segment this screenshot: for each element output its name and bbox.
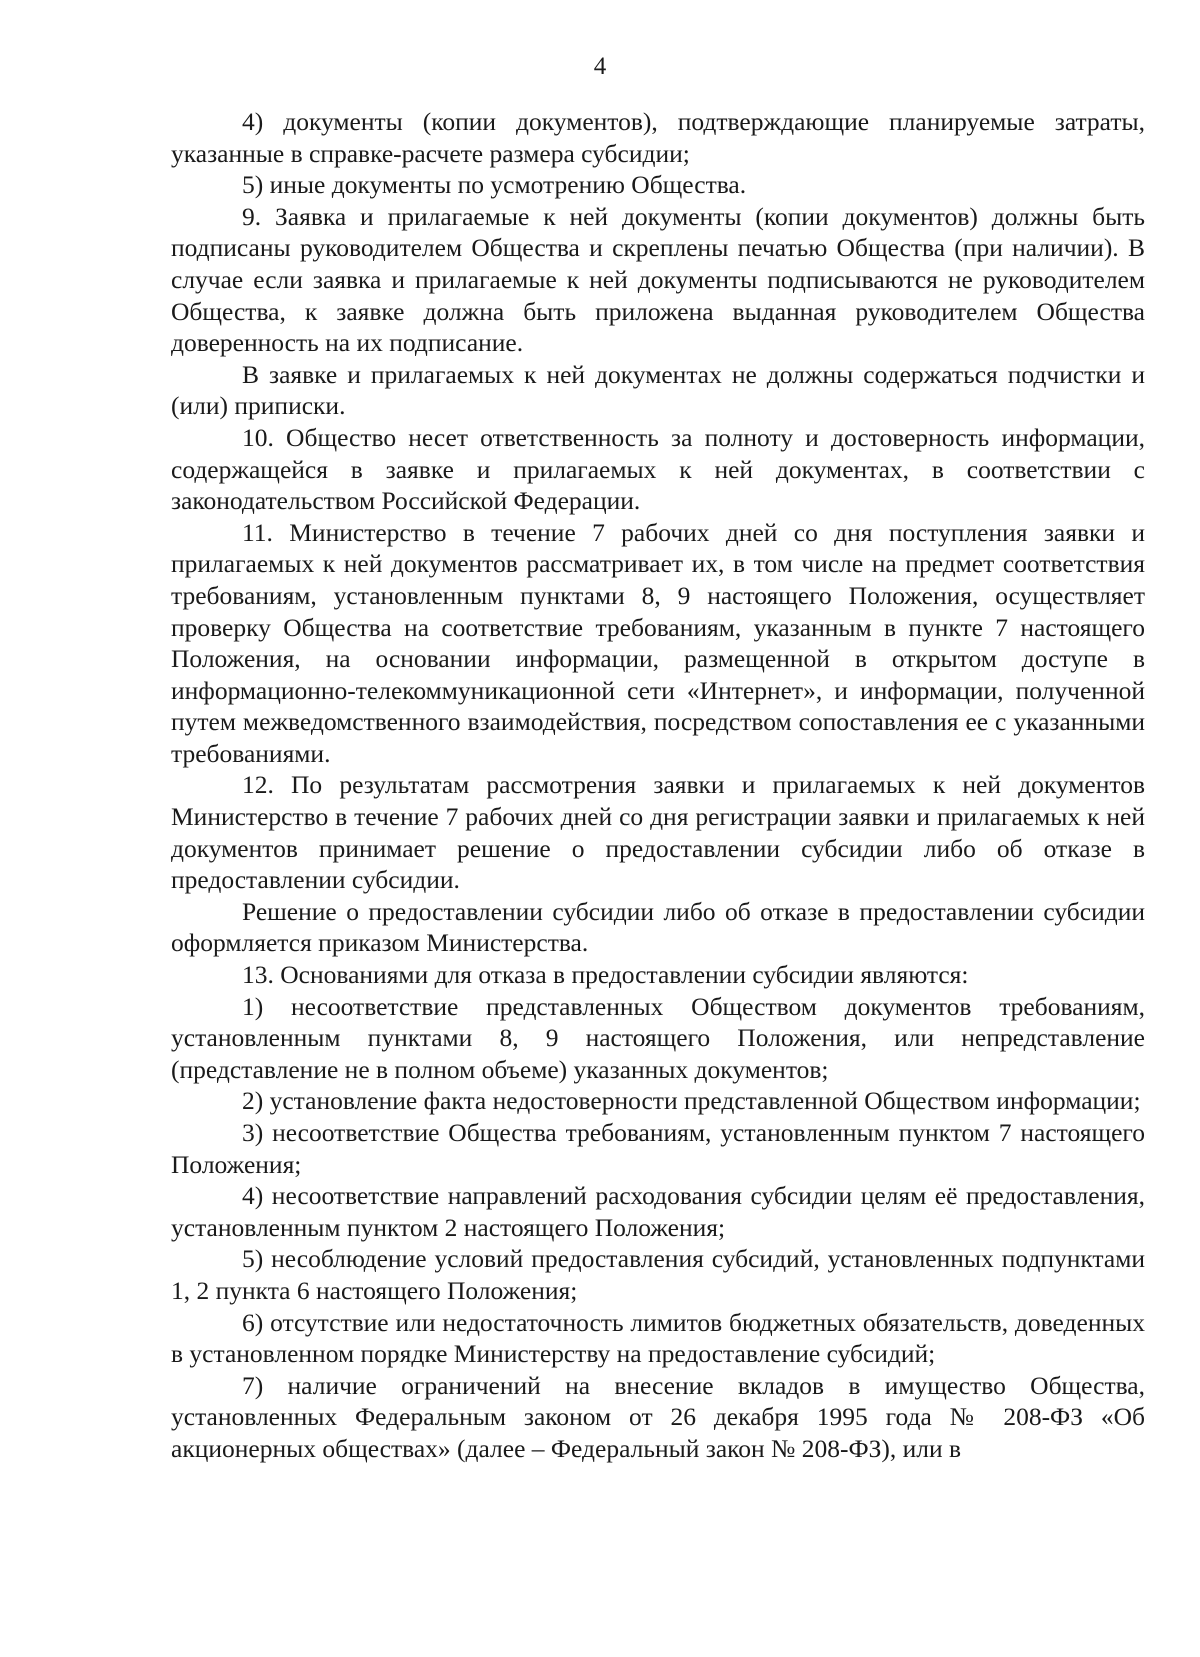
paragraph-item-5-other-docs: 5) иные документы по усмотрению Общества.	[242, 170, 747, 200]
page-number: 4	[593, 53, 607, 80]
paragraph-refusal-1: 1) несоответствие представленных Обществом документов требованиям, установленным пунктами 8, 9 настоящего Положения, или непредставление (представление не в полном объеме) указанных документов;	[171, 991, 1145, 1084]
paragraph-refusal-6: 6) отсутствие или недостаточность лимитов бюджетных обязательств, доведенных в установленном порядке Министерству на предоставление субсидий;	[171, 1307, 1145, 1369]
paragraph-clause-13: 13. Основаниями для отказа в предоставлении субсидии являются:	[242, 960, 969, 990]
paragraph-clause-11: 11. Министерство в течение 7 рабочих дней со дня поступления заявки и прилагаемых к ней документов рассматривает их, в том числе на предмет соответствия требованиям, установленным пунктами 8, 9 настоящего Положения, осуществляет проверку Общества на соответствие требованиям, указанным в пункте 7 настоящего Положения, на основании информации, размещенной в открытом доступе в информационно-телекоммуникационной сети «Интернет», и информации, полученной путем межведомственного взаимодействия, посредством сопоставления ее с указанными требованиями.	[171, 517, 1145, 768]
paragraph-refusal-7: 7) наличие ограничений на внесение вкладов в имущество Общества, установленных Федеральным законом от 26 декабря 1995 года № 208-ФЗ «Об акционерных обществах» (далее – Федеральный закон № 208-ФЗ), или в	[171, 1370, 1145, 1463]
paragraph-item-4-docs: 4) документы (копии документов), подтверждающие планируемые затраты, указанные в справке-расчете размера субсидии;	[171, 107, 1145, 168]
paragraph-clause-10: 10. Общество несет ответственность за полноту и достоверность информации, содержащейся в заявке и прилагаемых к ней документах, в соответствии с законодательством Российской Федерации.	[171, 422, 1145, 516]
paragraph-refusal-2: 2) установление факта недостоверности представленной Обществом информации;	[242, 1086, 1141, 1116]
document-body	[171, 106, 1145, 1465]
paragraph-clause-12: 12. По результатам рассмотрения заявки и прилагаемых к ней документов Министерство в течение 7 рабочих дней со дня регистрации заявки и прилагаемых к ней документов принимает решение о предоставлении субсидии либо об отказе в предоставлении субсидии.	[171, 770, 1145, 895]
paragraph-refusal-4: 4) несоответствие направлений расходования субсидии целям её предоставления, установленным пунктом 2 настоящего Положения;	[171, 1181, 1145, 1242]
paragraph-clause-9-note: В заявке и прилагаемых к ней документах не должны содержаться подчистки и (или) приписки.	[171, 359, 1145, 421]
paragraph-refusal-5: 5) несоблюдение условий предоставления субсидий, установленных подпунктами 1, 2 пункта 6 настоящего Положения;	[171, 1244, 1145, 1305]
paragraph-refusal-3: 3) несоответствие Общества требованиям, установленным пунктом 7 настоящего Положения;	[171, 1118, 1145, 1179]
paragraph-clause-12-decision: Решение о предоставлении субсидии либо об отказе в предоставлении субсидии оформляется приказом Министерства.	[171, 896, 1145, 958]
paragraph-clause-9: 9. Заявка и прилагаемые к ней документы (копии документов) должны быть подписаны руководителем Общества и скреплены печатью Общества (при наличии). В случае если заявка и прилагаемые к ней документы подписываются не руководителем Общества, к заявке должна быть приложена выданная руководителем Общества доверенность на их подписание.	[171, 201, 1145, 358]
